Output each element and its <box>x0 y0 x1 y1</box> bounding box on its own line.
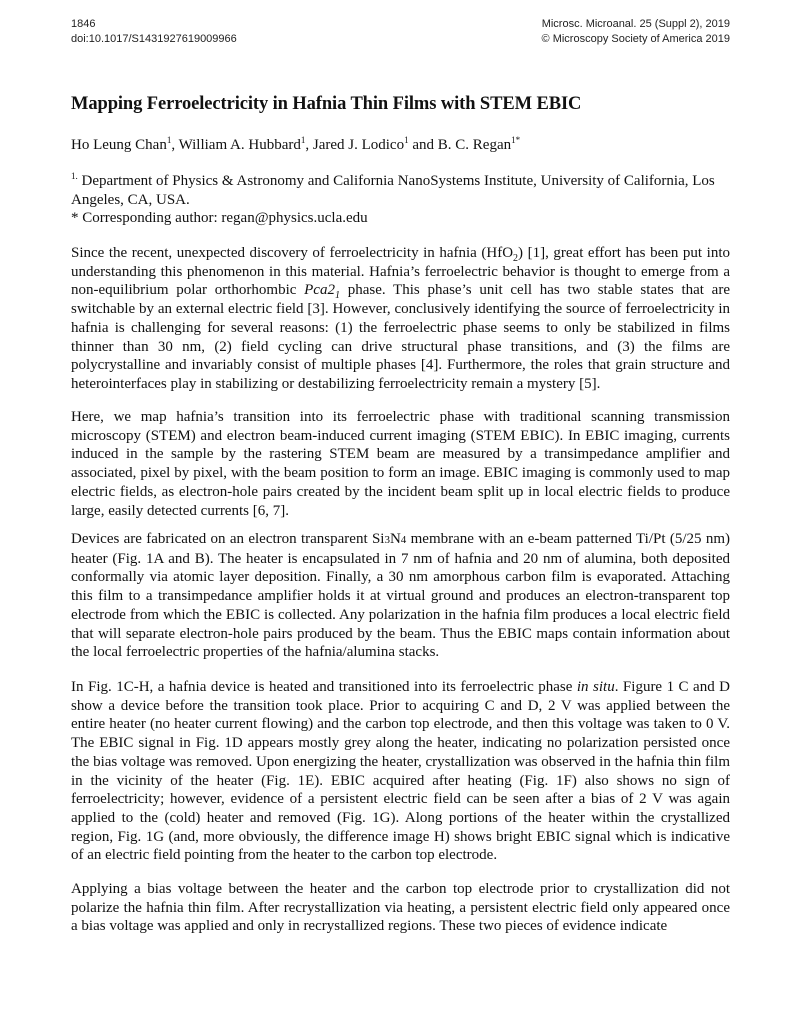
author-separator: and <box>408 137 438 153</box>
author-list <box>71 137 520 154</box>
author-name: B. C. Regan <box>437 137 512 153</box>
author-name: Jared J. Lodico <box>312 137 405 153</box>
space-group-italic: Pca2 <box>304 282 335 299</box>
author-affiliation-marker: 1 <box>166 135 172 145</box>
paragraph-results <box>71 678 730 865</box>
author-name: William A. Hubbard <box>178 137 301 153</box>
text-run: Since the recent, unexpected discovery of ferroelectricity in hafnia (HfO <box>71 245 514 261</box>
text-run: Devices are fabricated on an electron transparent Si <box>71 531 385 547</box>
text-run: ) [1], great effort has been put into understanding this phenomenon in this material. Hafnia’s ferroelectric behavior is thought to emerge from a non-equilibrium polar orthorhombic <box>71 245 730 299</box>
author-affiliation-marker: 1 <box>300 135 306 145</box>
journal-citation: Microsc. Microanal. 25 (Suppl 2), 2019 <box>541 18 730 30</box>
doi: doi:10.1017/S1431927619009966 <box>71 33 237 45</box>
corresponding-author: * Corresponding author: regan@physics.ucla.edu <box>71 210 368 227</box>
affiliation-block <box>71 172 730 228</box>
paragraph-method: Here, we map hafnia’s transition into its ferroelectric phase with traditional scanning transmission microscopy (STEM) and electron beam-induced current imaging (STEM EBIC). In EBIC imaging, currents induced in the sample by the rastering STEM beam are measured by a transimpedance amplifier and associated, pixel by pixel, with the beam position to form an image. EBIC imaging is commonly used to map electric fields, as electron-hole pairs created by the incident beam split up in local electric fields to produce large, easily detected currents [6, 7]. <box>71 409 730 519</box>
header-left <box>71 17 237 47</box>
subscript: 1 <box>334 290 340 302</box>
author-separator: , <box>171 137 179 153</box>
affiliation <box>71 172 730 209</box>
affiliation-text: Department of Physics & Astronomy and California NanoSystems Institute, University of California, Los Angeles, CA, USA. <box>71 173 715 208</box>
text-run: phase. This phase’s unit cell has two stable states that are switchable by an external electric field [3]. However, conclusively identifying the source of ferroelectricity in hafnia is challenging for several reasons: (1) the ferroelectric phase seems to only be stabilized in films thinner than 30 nm, (2) field cycling can drive structural phase transitions, and (3) the films are polycrystalline and invariably consist of multiple phases [4]. Furthermore, the roles that grain structure and heterointerfaces play in stabilizing or destabilizing ferroelectricity remain a mystery [5]. <box>71 282 730 392</box>
paragraph-conclusion: Applying a bias voltage between the heater and the carbon top electrode prior to crystallization did not polarize the hafnia thin film. After recrystallization via heating, a persistent electric field only appeared once a bias voltage was applied and only in recrystallized regions. These two pieces of evidence indicate <box>71 881 730 935</box>
author-separator: , <box>305 137 313 153</box>
text-run: In Fig. 1C-H, a hafnia device is heated and transitioned into its ferroelectric phase <box>71 679 577 695</box>
subscript: 2 <box>513 253 519 264</box>
copyright: © Microscopy Society of America 2019 <box>541 33 730 45</box>
subscript: 3 <box>384 534 390 546</box>
page-number: 1846 <box>71 18 96 30</box>
header-right <box>542 17 730 47</box>
paragraph-devices <box>71 530 730 662</box>
text-run: N <box>389 531 401 547</box>
text-run: . Figure 1 C and D show a device before the transition took place. Prior to acquiring C and D, 2 V was applied between the entire heater (no heater current flowing) and the carbon top electrode, and then this voltage was taken to 0 V. The EBIC signal in Fig. 1D appears mostly grey along the heater, indicating no polarization persisted once the bias voltage was removed. Upon energizing the heater, crystallization was observed in the hafnia thin film in the vicinity of the heater (Fig. 1E). EBIC acquired after heating (Fig. 1F) also shows no sign of ferroelectricity; however, evidence of a persistent electric field can be seen after a bias of 2 V was again applied to the (cold) heater and removed (Fig. 1G). Along portions of the heater within the crystallized region, Fig. 1G (and, more obviously, the difference image H) shows bright EBIC signal which is indicative of an electric field pointing from the heater to the carbon top electrode. <box>71 679 731 864</box>
author-affiliation-marker: 1 <box>404 135 409 145</box>
author-name: Ho Leung Chan <box>71 137 167 153</box>
subscript: 4 <box>400 534 407 546</box>
author-affiliation-marker: 1* <box>511 135 521 145</box>
paragraph-intro <box>71 244 730 394</box>
affiliation-marker: 1. <box>71 171 78 181</box>
paper-title: Mapping Ferroelectricity in Hafnia Thin Films with STEM EBIC <box>71 94 582 114</box>
italic-term: in situ <box>576 679 615 695</box>
text-run: membrane with an e-beam patterned Ti/Pt (5/25 nm) heater (Fig. 1A and B). The heater is encapsulated in 7 nm of hafnia and 20 nm of alumina, both deposited conformally via atomic layer deposition. Finally, a 30 nm amorphous carbon film is evaporated. Attaching this film to a transimpedance amplifier holds it at virtual ground and produces an electron-transparent top electrode from which the EBIC is collected. Any polarization in the hafnia film produces a local electric field that will separate electron-hole pairs produced by the beam. Thus the EBIC maps contain information about the local ferroelectric properties of the hafnia/alumina stacks. <box>71 531 730 661</box>
